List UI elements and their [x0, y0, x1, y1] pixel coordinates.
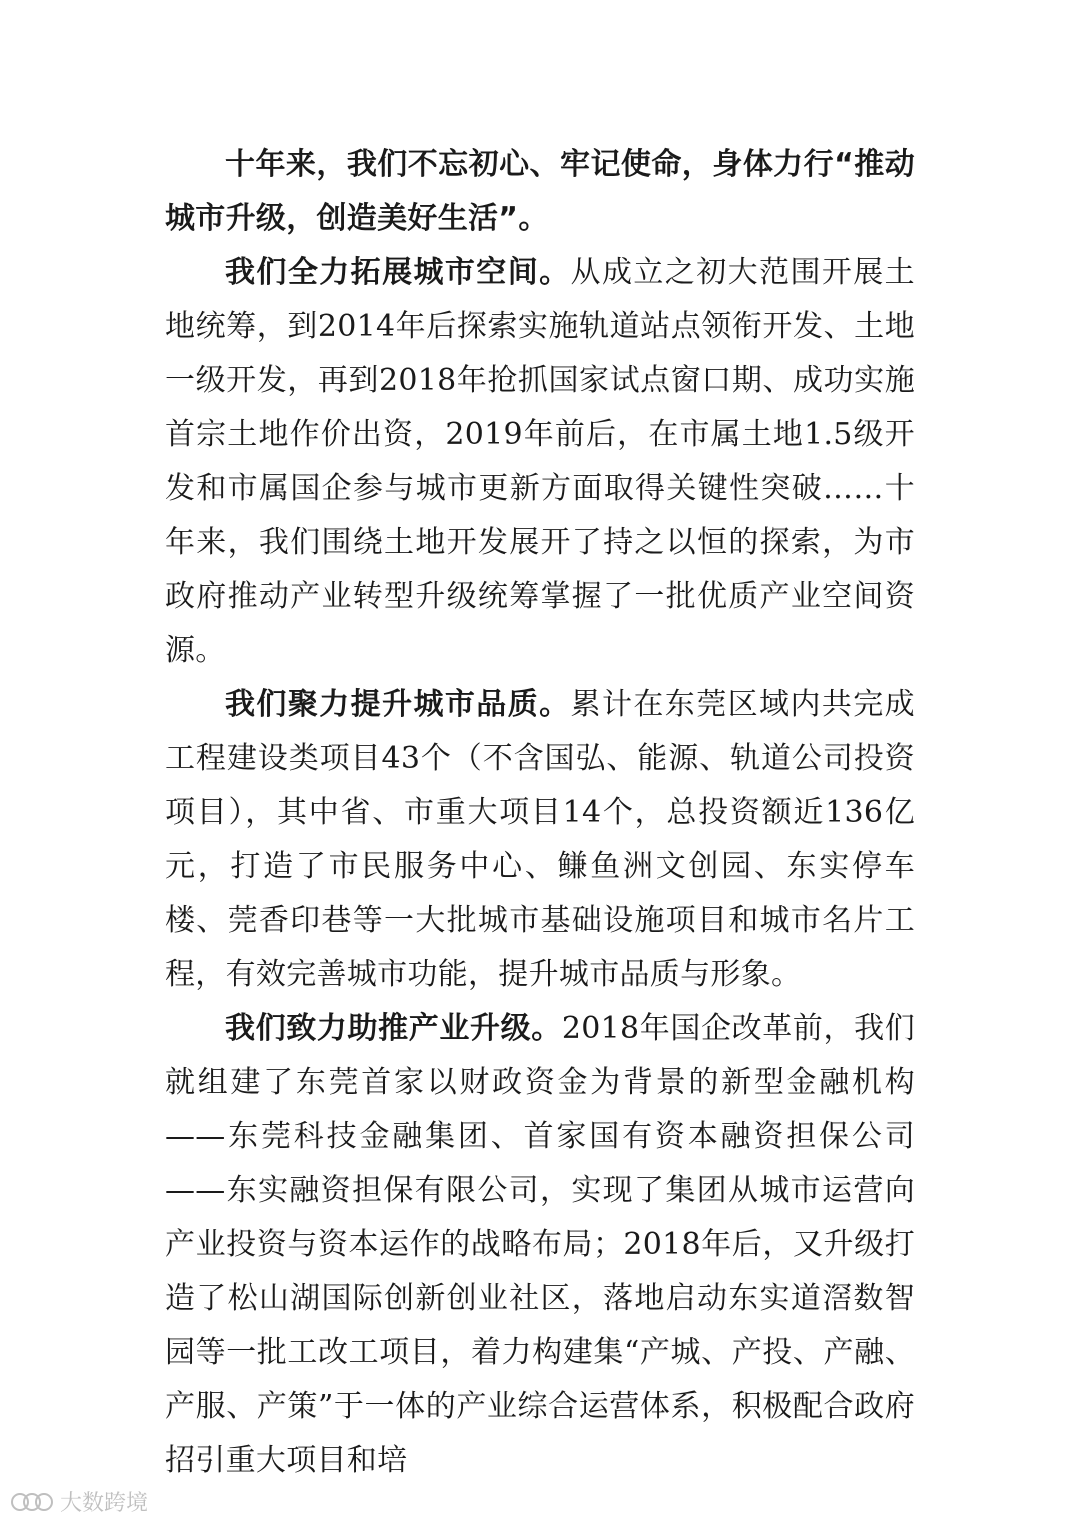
paragraph-city-quality [165, 678, 915, 1002]
watermark-text: 大数跨境 [60, 1491, 149, 1516]
document-body [165, 138, 915, 1488]
paragraph-city-space-lead: 我们全力拓展城市空间。 [225, 255, 571, 290]
paragraph-industry-upgrade [165, 1002, 915, 1488]
paragraph-city-space [165, 246, 915, 678]
paragraph-industry-upgrade-text: 2018年国企改革前，我们就组建了东莞首家以财政资金为背景的新型金融机构——东莞科技金融集团、首家国有资本融资担保公司——东实融资担保有限公司，实现了集团从城市运营向产业投资与资本运作的战略布局；2018年后，又升级打造了松山湖国际创新创业社区，落地启动东实道滘数智园等一批工改工项目，着力构建集“产城、产投、产融、产服、产策”于一体的产业综合运营体系，积极配合政府招引重大项目和培 [165, 1011, 915, 1478]
paragraph-city-quality-text: 累计在东莞区域内共完成工程建设类项目43个（不含国弘、能源、轨道公司投资项目），其中省、市重大项目14个，总投资额近136亿元，打造了市民服务中心、鳒鱼洲文创园、东实停车楼、莞香印巷等一大批城市基础设施项目和城市名片工程，有效完善城市功能，提升城市品质与形象。 [165, 687, 915, 992]
watermark [10, 1486, 148, 1517]
paragraph-city-quality-lead: 我们聚力提升城市品质。 [225, 687, 571, 722]
paragraph-intro [165, 138, 915, 246]
cloud-logo-icon [10, 1491, 54, 1513]
paragraph-intro-lead: 十年来，我们不忘初心、牢记使命，身体力行“推动城市升级，创造美好生活”。 [165, 147, 915, 236]
paragraph-industry-upgrade-lead: 我们致力助推产业升级。 [225, 1011, 562, 1046]
paragraph-city-space-text: 从成立之初大范围开展土地统筹，到2014年后探索实施轨道站点领衔开发、土地一级开发，再到2018年抢抓国家试点窗口期、成功实施首宗土地作价出资，2019年前后，在市属土地1.5级开发和市属国企参与城市更新方面取得关键性突破……十年来，我们围绕土地开发展开了持之以恒的探索，为市政府推动产业转型升级统筹掌握了一批优质产业空间资源。 [165, 255, 915, 668]
